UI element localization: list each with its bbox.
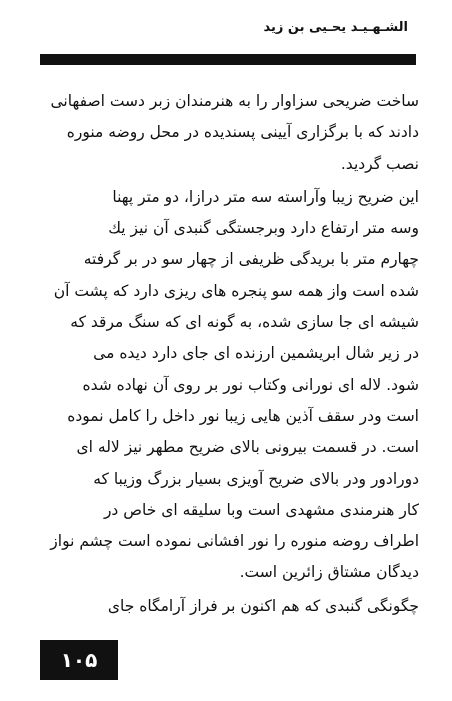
paragraph-2 [36,182,419,589]
text-line: اطراف روضه منوره را نور افشانی نموده است چشم نواز [50,532,419,551]
text-line: دورادور ودر بالای ضریح آویزی بسیار بزرگ وزیبا که [93,469,419,488]
text-line: ساخت ضریحی سزاوار را به هنرمندان زبر دست اصفهانی [50,92,419,110]
text-line: کار هنرمندی مشهدی است وبا سلیقه ای خاص در [103,500,419,519]
page-number: ۱۰۵ [60,648,98,672]
paragraph-1 [36,86,419,180]
page-number-box [40,640,118,680]
text-line: شود. لاله ای نورانی وکتاب نور بر روی آن نهاده شده [82,375,419,394]
text-line: وسه متر ارتفاع دارد وبرجستگی گنبدی آن نیز یك [108,219,419,238]
text-line: این ضریح زیبا وآراسته سه متر درازا، دو متر پهنا [112,187,419,206]
text-line: دادند که با برگزاری آیینی پسندیده در محل روضه منوره [66,123,419,142]
text-line: در زیر شال ابریشمین ارزنده ای جای دارد دیده می [93,344,419,363]
body-text [36,86,419,622]
text-line: دیدگان مشتاق زائرین است. [239,563,419,582]
text-line: است ودر سقف آذین هایی زیبا نور داخل را کامل نموده [67,406,419,425]
header-rule-bar [40,54,416,65]
text-line: است. در قسمت بیرونی بالای ضریح مطهر نیز لاله ای [76,438,419,457]
paragraph-3 [36,591,419,622]
text-line: شده است واز همه سو پنجره های ریزی دارد که پشت آن [53,281,419,300]
text-line: شیشه ای جا سازی شده، به گونه ای که سنگ مرقد که [70,313,419,332]
text-line: چهارم متر با بریدگی ظریفی از چهار سو در بر گرفته [83,250,419,269]
running-title: الشـهـيـد يحـيى بن زيد [263,20,408,35]
text-line: نصب گردید. [340,154,419,173]
text-line: چگونگی گنبدی که هم اکنون بر فراز آرامگاه جای [107,596,419,615]
